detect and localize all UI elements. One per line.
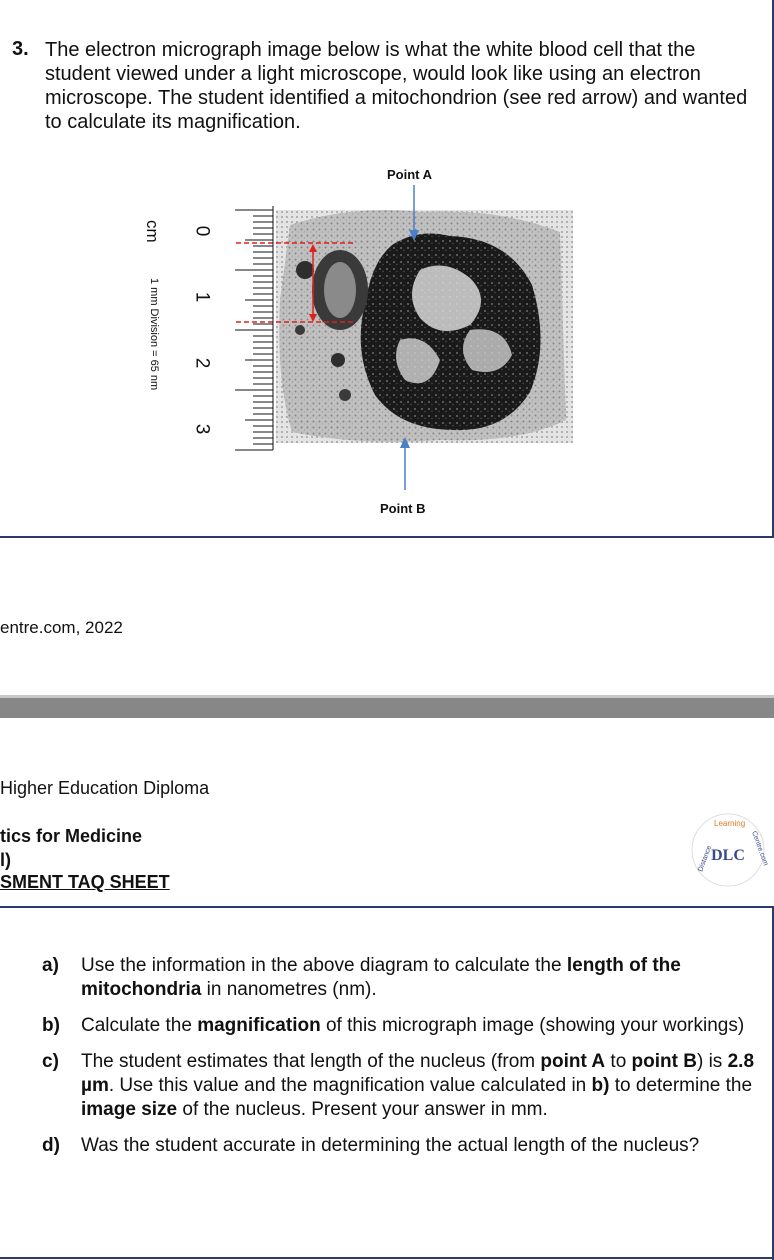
plain-text: The student estimates that length of the nucleus (from (81, 1051, 541, 1072)
header-diploma: Higher Education Diploma (0, 778, 210, 798)
subquestion-text (81, 1014, 762, 1038)
ruler-number-0: 0 (191, 225, 213, 237)
plain-text: to determine the (609, 1075, 753, 1096)
point-b-arrow (400, 437, 410, 490)
plain-text: . Use this value and the magnification value calculated in (108, 1075, 592, 1096)
subquestion-text (81, 1050, 762, 1122)
point-a-label: Point A (387, 167, 433, 182)
subquestion-text (81, 1134, 762, 1158)
subquestion-letter: b) (42, 1015, 60, 1036)
subquestion-item (42, 1050, 762, 1122)
plain-text: in nanometres (nm). (201, 979, 377, 1000)
ruler-number-2: 2 (191, 357, 213, 369)
ruler-number-3: 3 (191, 423, 213, 435)
header-unit: l) (0, 850, 11, 870)
header-course: tics for Medicine (0, 826, 143, 846)
plain-text: to (605, 1051, 632, 1072)
emphasis-text: 2.8 µm (81, 1051, 755, 1096)
emphasis-text: point A (540, 1051, 606, 1072)
emphasis-text: length of the mitochondria (81, 955, 681, 1000)
plain-text: Calculate the (81, 1015, 198, 1036)
subquestion-letter: c) (42, 1051, 59, 1072)
ruler-number-1: 1 (191, 291, 213, 303)
question-number: 3. (12, 38, 29, 60)
dlc-logo (690, 812, 770, 888)
plain-text: Was the student accurate in determining the actual length of the nucleus? (81, 1135, 700, 1156)
footer-copyright: entre.com, 2022 (0, 618, 123, 637)
page-separator-bar (0, 698, 774, 718)
ruler-unit: cm (143, 220, 162, 243)
emphasis-text: point B (631, 1051, 697, 1072)
plain-text: of the nucleus. Present your answer in mm. (177, 1099, 548, 1120)
nucleus (361, 233, 541, 430)
emphasis-text: image size (81, 1099, 178, 1120)
question-3-panel (0, 0, 774, 538)
header-taq-sheet: SMENT TAQ SHEET (0, 872, 170, 892)
plain-text: Use the information in the above diagram to calculate the (81, 955, 567, 976)
logo-mark: DLC (711, 847, 745, 864)
subquestion-text (81, 954, 762, 1002)
subquestion-item (42, 1134, 762, 1158)
subquestion-item (42, 954, 762, 1002)
subquestion-list (42, 954, 762, 1170)
plain-text: of this micrograph image (showing your workings) (320, 1015, 745, 1036)
point-b-label: Point B (380, 501, 426, 516)
question-text: The electron micrograph image below is what the white blood cell that the student viewed under a light microscope, would look like using an electron microscope. The student identified a mitochondrion (see red arrow) and wanted to calculate its magnification. (45, 39, 748, 133)
subquestion-letter: d) (42, 1135, 60, 1156)
emphasis-text: b) (591, 1075, 610, 1096)
subquestion-item (42, 1014, 762, 1038)
page2-bottom-border (0, 1257, 774, 1259)
emphasis-text: magnification (197, 1015, 321, 1036)
ruler-scale: 1 mm Division = 65 nm (148, 278, 160, 391)
plain-text: ) is (696, 1051, 728, 1072)
subquestion-letter: a) (42, 955, 59, 976)
ruler-labels (140, 220, 180, 460)
page2-top-border (0, 906, 774, 908)
micrograph-figure (0, 0, 774, 536)
logo-text-left: Distance (697, 844, 714, 873)
logo-text-right: Centre.com (750, 830, 770, 867)
logo-text-top: Learning (714, 819, 746, 828)
